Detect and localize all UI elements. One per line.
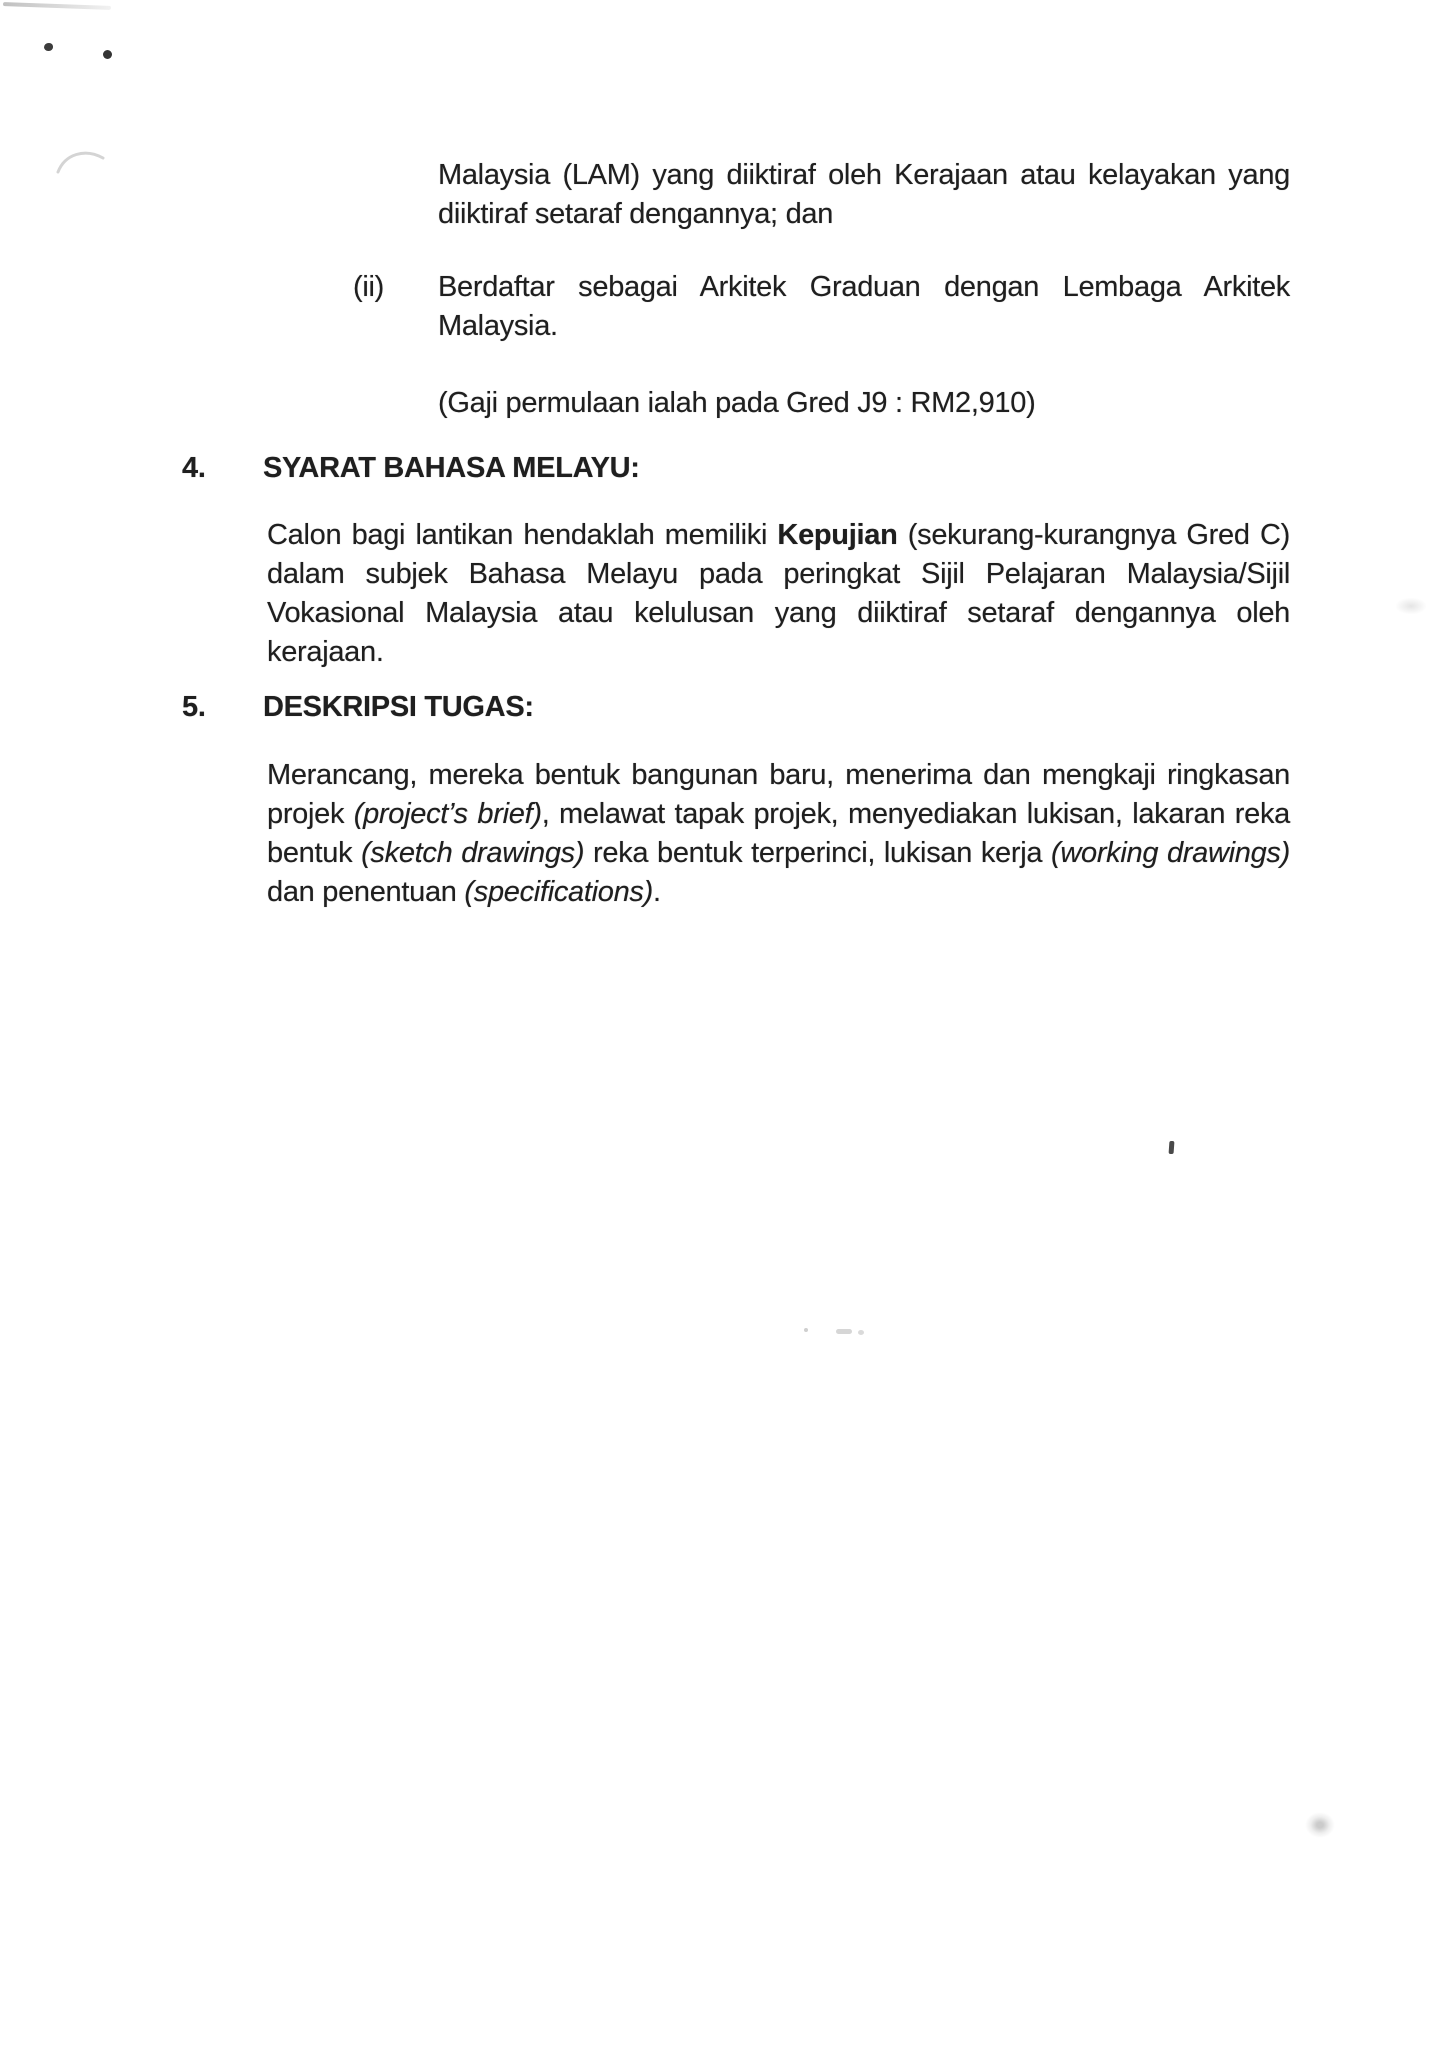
body-text: dan penentuan [267, 876, 465, 908]
scan-speck [836, 1329, 852, 1334]
paragraph-line [267, 516, 1290, 555]
paragraph-line: Merancang, mereka bentuk bangunan baru, menerima dan mengkaji ringkasan [267, 759, 1290, 791]
body-text: . [653, 876, 661, 908]
body-text: (sekurang-kurangnya Gred C) [897, 519, 1290, 551]
scan-ink-speck [1169, 1141, 1175, 1154]
scan-edge-streak [3, 2, 111, 10]
body-text: bentuk [267, 837, 362, 869]
paragraph-line [267, 873, 1290, 912]
paragraph-line: kerajaan. [267, 636, 384, 668]
scan-smudge [1305, 1812, 1335, 1838]
scan-speck [858, 1330, 864, 1335]
paragraph-line: Vokasional Malaysia atau kelulusan yang diiktiraf setaraf dengannya oleh [267, 597, 1290, 629]
bold-term: Kepujian [777, 519, 898, 551]
section-5-heading: DESKRIPSI TUGAS: [263, 691, 534, 723]
section-4-heading: SYARAT BAHASA MELAYU: [263, 452, 640, 484]
scan-speck [804, 1328, 808, 1332]
body-text: Calon bagi lantikan hendaklah memiliki [267, 519, 778, 551]
paragraph-line: Malaysia (LAM) yang diiktiraf oleh Kerajaan atau kelayakan yang [438, 159, 1290, 191]
paragraph-line: dalam subjek Bahasa Melayu pada peringkat Sijil Pelajaran Malaysia/Sijil [267, 558, 1290, 590]
paragraph-line: diiktiraf setaraf dengannya; dan [438, 198, 834, 230]
italic-term: (project’s brief) [353, 798, 542, 830]
scan-smudge [1396, 598, 1426, 614]
pencil-mark-curve [55, 142, 107, 178]
paragraph-line [267, 795, 1290, 834]
italic-term: (working drawings) [1051, 837, 1290, 869]
scan-ink-dot [44, 43, 53, 51]
scan-ink-dot [103, 50, 112, 59]
body-text: , melawat tapak projek, menyediakan lukisan, lakaran reka [541, 798, 1290, 830]
section-5-number: 5. [182, 691, 206, 723]
intro-paragraph [438, 156, 1290, 234]
list-item-marker: (ii) [353, 271, 385, 303]
section-5-body [267, 756, 1290, 912]
body-text: reka bentuk terperinci, lukisan kerja [584, 837, 1051, 869]
paragraph-line: Malaysia. [438, 310, 558, 342]
section-4-number: 4. [182, 452, 206, 484]
paragraph-line: Berdaftar sebagai Arkitek Graduan dengan Lembaga Arkitek [438, 271, 1290, 303]
salary-note: (Gaji permulaan ialah pada Gred J9 : RM2,910) [438, 387, 1036, 419]
body-text: projek [267, 798, 354, 830]
section-4-body [267, 516, 1290, 672]
paragraph-line [267, 834, 1290, 873]
italic-term: (sketch drawings) [361, 837, 585, 869]
list-item-text [438, 268, 1290, 346]
italic-term: (specifications) [464, 876, 653, 908]
